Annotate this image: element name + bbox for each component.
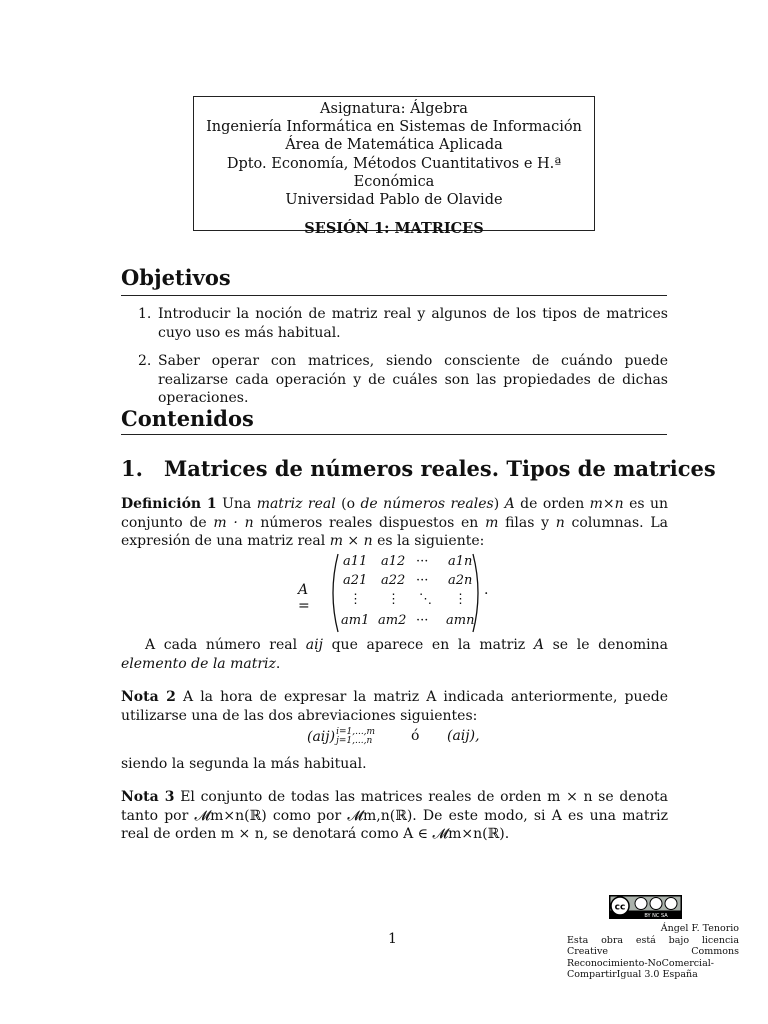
definition-text: es un conjunto de (121, 496, 669, 531)
nota-text: El conjunto de todas las matrices reales de orden m × n se denota tanto por 𝓜m×n(ℝ) como por 𝓜m,n(ℝ). De este modo, si A es una matriz real de orden m × n, se denotará como A ∈ 𝓜m×n(ℝ). (121, 789, 668, 842)
definition-text: es la siguiente: (372, 533, 485, 549)
matrix-end: . (484, 582, 489, 598)
definition-term: de números reales (360, 496, 494, 512)
matrix-cell: amn (446, 613, 475, 628)
matrix-cell: am1 (341, 613, 370, 628)
matrix-cell: a22 (381, 573, 406, 588)
cc-logo-text: cc (614, 902, 626, 913)
paragraph-text: que aparece en la matriz (322, 637, 534, 653)
objetivos-list (121, 305, 668, 418)
definition-term: matriz real (256, 496, 336, 512)
header-subject: Asignatura: Álgebra (320, 101, 468, 117)
objetivos-rule (121, 295, 667, 296)
nota-label: Nota 3 (121, 789, 175, 805)
cc-badge-label: BY NC SA (644, 913, 668, 919)
section-title (121, 456, 716, 481)
matrix-cell: ⋮ (454, 592, 467, 607)
license-block (567, 923, 739, 981)
definition-text: filas y (498, 514, 556, 531)
definition-1 (121, 495, 668, 551)
header-degree: Ingeniería Informática en Sistemas de Información (206, 119, 582, 136)
math-var: n (555, 514, 565, 531)
nota-2-tail: siendo la segunda la más habitual. (121, 756, 367, 772)
definition-label: Definición 1 (121, 496, 217, 512)
matrix-cell: a21 (343, 573, 368, 588)
header-university: Universidad Pablo de Olavide (285, 192, 503, 209)
section-number: 1. (121, 456, 143, 481)
math-var: aij (305, 637, 323, 653)
nota-2 (121, 688, 668, 725)
objetivos-heading: Objetivos (121, 265, 231, 290)
matrix-cell: a11 (343, 554, 368, 569)
matrix-cell: ⋮ (349, 592, 362, 607)
math-var: m × n (329, 533, 373, 549)
definition-text: de orden (514, 496, 590, 512)
paragraph-text: A cada número real (145, 637, 306, 653)
matrix-cell: ··· (416, 573, 429, 588)
matrix-cell: ··· (416, 554, 429, 569)
math-var: m (485, 514, 499, 531)
nota-label: Nota 2 (121, 689, 176, 705)
license-text: Esta obra está bajo licencia Creative Commons Reconocimiento-NoComercial-CompartirIgual 3.0 España (567, 934, 739, 980)
definition-text: columnas. La expresión de una matriz real (121, 514, 668, 549)
contenidos-heading: Contenidos (121, 406, 254, 431)
list-item-text: Introducir la noción de matriz real y algunos de los tipos de matrices cuyo uso es más habitual. (158, 306, 668, 341)
abbreviation-sub: j=1,...,n (336, 736, 373, 746)
matrix-cell: ··· (416, 613, 429, 628)
list-item-number: 2. (138, 353, 152, 369)
math-var: A (504, 496, 515, 512)
abbreviation-1 (307, 728, 375, 746)
matrix-cell: a12 (381, 554, 406, 569)
header-area: Área de Matemática Aplicada (285, 137, 503, 154)
math-var: m×n (589, 496, 624, 512)
list-item (121, 352, 668, 408)
matrix-lhs: A = (298, 582, 310, 614)
creative-commons-badge (609, 895, 682, 919)
matrix-cell: a2n (448, 573, 473, 588)
session-title: SESIÓN 1: MATRICES (304, 220, 484, 238)
abbreviation-text: (aij) (307, 729, 336, 745)
definition-text: ) (493, 496, 505, 512)
page-number: 1 (388, 931, 397, 947)
matrix-element-paragraph (121, 636, 668, 673)
list-item-number: 1. (138, 306, 152, 322)
definition-text: números reales dispuestos en (253, 514, 486, 531)
math-var: m · n (213, 514, 254, 531)
abbreviation-or: ó (411, 728, 420, 744)
definition-text: Una (216, 496, 257, 512)
list-item (121, 305, 668, 342)
matrix-cell: ⋱ (419, 592, 432, 607)
course-header-box (193, 96, 595, 238)
section-title-text: Matrices de números reales. Tipos de matrices (164, 456, 716, 481)
matrix-cell: am2 (378, 613, 407, 628)
contenidos-rule (121, 434, 667, 435)
list-item-text: Saber operar con matrices, siendo consciente de cuándo puede realizarse cada operación y de cuáles son las propiedades de dichas operaciones. (158, 353, 668, 406)
header-department: Dpto. Economía, Métodos Cuantitativos e H.ª Económica (226, 155, 562, 190)
paragraph-text: se le denomina (543, 637, 668, 653)
matrix-cell: ⋮ (387, 592, 400, 607)
paragraph-text: . (275, 655, 281, 672)
definition-term: elemento de la matriz (121, 655, 276, 672)
abbreviation-sup: i=1,...,m (336, 727, 376, 737)
nota-3 (121, 788, 668, 844)
author-name: Ángel F. Tenorio (660, 923, 739, 934)
nota-text: A la hora de expresar la matriz A indicada anteriormente, puede utilizarse una de las dos abreviaciones siguientes: (121, 689, 668, 724)
math-var: A (533, 637, 544, 653)
matrix-cell: a1n (448, 554, 473, 569)
definition-text: (o (335, 496, 361, 512)
abbreviation-2: (aij), (447, 728, 480, 744)
